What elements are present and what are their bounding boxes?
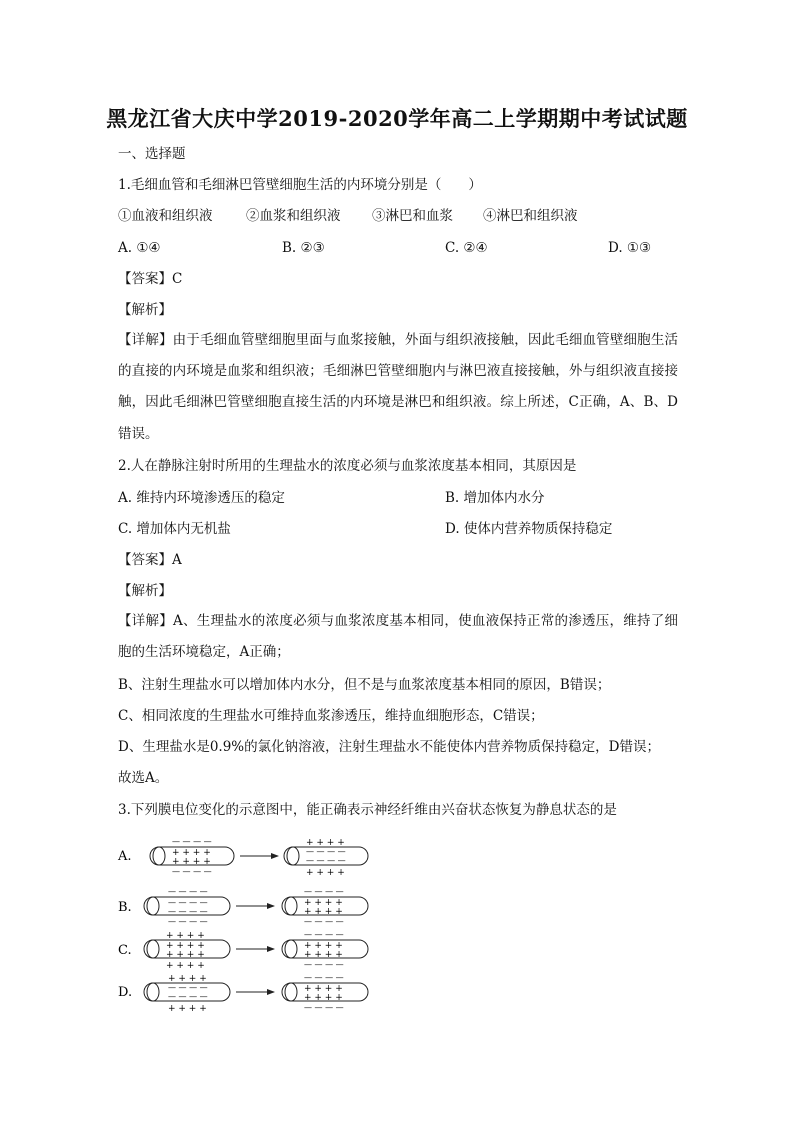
svg-text:— — — —: — — — — <box>304 887 344 896</box>
option-c-diagram <box>118 930 368 971</box>
q1-option-d: D. ①③ <box>608 240 652 256</box>
q2-conclusion: 故选A。 <box>118 770 169 786</box>
q2-option-a: A. 维持内环境渗透压的稳定 <box>118 490 285 506</box>
q2-answer: 【答案】A <box>118 552 182 568</box>
q2-detail-d: D、生理盐水是0.9%的氯化钠溶液，注射生理盐水不能使体内营养物质保持稳定，D错误； <box>118 739 660 755</box>
svg-text:+ + + +: + + + + <box>306 868 345 878</box>
q2-stem: 2.人在静脉注射时所用的生理盐水的浓度必须与血浆浓度基本相同，其原因是 <box>118 458 577 474</box>
svg-text:— — — —: — — — — <box>304 917 344 926</box>
q1-item-3: ③淋巴和血浆 <box>372 208 453 224</box>
q1-item-1: ①血液和组织液 <box>118 208 213 224</box>
svg-text:— — — —: — — — — <box>168 887 208 896</box>
membrane-potential-figure <box>112 838 412 1018</box>
q2-detail-b: B、注射生理盐水可以增加体内水分，但不是与血浆浓度基本相同的原因，B错误； <box>118 677 611 693</box>
svg-text:+ + + +: + + + + <box>172 848 211 858</box>
q1-option-a: A. ①④ <box>118 240 161 256</box>
option-a-diagram <box>117 838 368 878</box>
svg-text:+ + + +: + + + + <box>304 993 343 1003</box>
svg-text:— — — —: — — — — <box>304 930 344 939</box>
svg-text:+ + + +: + + + + <box>168 974 207 984</box>
svg-text:— — — —: — — — — <box>306 856 346 865</box>
q1-item-4: ④淋巴和组织液 <box>483 208 578 224</box>
svg-text:— — — —: — — — — <box>306 847 346 856</box>
svg-text:— — — —: — — — — <box>304 960 344 969</box>
option-b-label: B. <box>118 900 132 915</box>
svg-text:— — — —: — — — — <box>168 992 208 1001</box>
q2-analysis-label: 【解析】 <box>118 583 172 599</box>
svg-text:+ + + +: + + + + <box>304 907 343 917</box>
svg-text:— — — —: — — — — <box>172 838 212 846</box>
svg-text:— — — —: — — — — <box>172 867 212 876</box>
q1-option-b: B. ②③ <box>282 240 325 256</box>
q2-detail-c: C、相同浓度的生理盐水可维持血浆渗透压，维持血细胞形态，C错误； <box>118 708 544 724</box>
option-c-label: C. <box>118 943 132 958</box>
option-d-label: D. <box>118 985 133 1000</box>
svg-text:— — — —: — — — — <box>168 983 208 992</box>
q2-option-b: B. 增加体内水分 <box>445 490 545 506</box>
svg-text:+ + + +: + + + + <box>304 898 343 908</box>
section-heading: 一、选择题 <box>118 146 186 162</box>
option-d-diagram <box>118 973 368 1014</box>
q1-detail: 【详解】由于毛细血管壁细胞里面与血浆接触，外面与组织液接触，因此毛细血管壁细胞生活的直接的内环境是血浆和组织液；毛细淋巴管壁细胞内与淋巴液直接接触，外与组织液直接接触，因此毛细淋巴管壁细胞直接生活的内环境是淋巴和组织液。综上所述，C正确，A、B、D错误。 <box>118 332 678 442</box>
svg-text:+ + + +: + + + + <box>306 838 345 848</box>
svg-text:+ + + +: + + + + <box>166 961 205 971</box>
svg-text:+ + + +: + + + + <box>172 857 211 867</box>
option-b-diagram <box>118 887 368 926</box>
svg-text:+ + + +: + + + + <box>166 950 205 960</box>
svg-text:— — — —: — — — — <box>168 898 208 907</box>
q2-option-d: D. 使体内营养物质保持稳定 <box>445 521 613 537</box>
svg-text:+ + + +: + + + + <box>166 941 205 951</box>
q2-detail: 【详解】A、生理盐水的浓度必须与血浆浓度基本相同，使血液保持正常的渗透压，维持了细胞的生活环境稳定，A正确； <box>118 613 678 661</box>
q1-answer: 【答案】C <box>118 271 183 287</box>
q1-analysis-label: 【解析】 <box>118 302 172 318</box>
svg-text:— — — —: — — — — <box>304 1003 344 1012</box>
q1-stem: 1.毛细血管和毛细淋巴管壁细胞生活的内环境分别是（ ） <box>118 177 482 193</box>
q1-option-c: C. ②④ <box>445 240 488 256</box>
svg-text:— — — —: — — — — <box>304 973 344 982</box>
page-title: 黑龙江省大庆中学2019-2020学年高二上学期期中考试试题 <box>106 106 688 131</box>
svg-text:+ + + +: + + + + <box>166 931 205 941</box>
option-a-label: A. <box>118 849 132 864</box>
q3-stem: 3.下列膜电位变化的示意图中，能正确表示神经纤维由兴奋状态恢复为静息状态的是 <box>118 802 617 818</box>
svg-text:+ + + +: + + + + <box>168 1004 207 1014</box>
q1-item-2: ②血浆和组织液 <box>246 208 341 224</box>
svg-text:+ + + +: + + + + <box>304 984 343 994</box>
svg-text:— — — —: — — — — <box>168 917 208 926</box>
q2-option-c: C. 增加体内无机盐 <box>118 521 231 537</box>
svg-text:+ + + +: + + + + <box>304 941 343 951</box>
svg-text:— — — —: — — — — <box>168 907 208 916</box>
svg-text:+ + + +: + + + + <box>304 950 343 960</box>
